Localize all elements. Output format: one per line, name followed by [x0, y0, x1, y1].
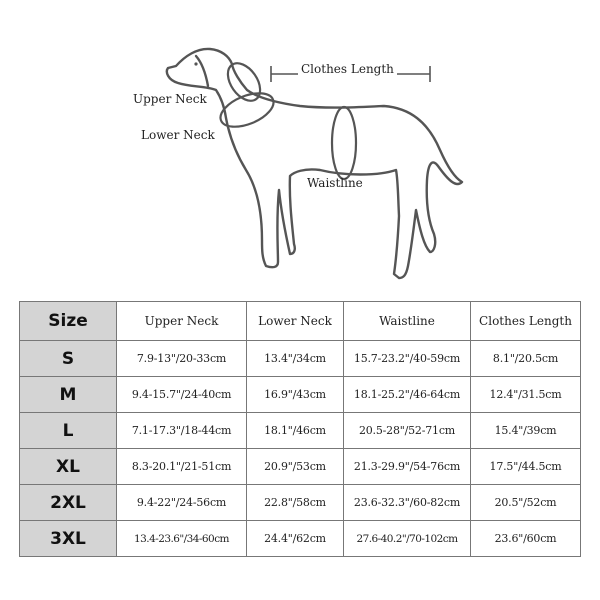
upper-neck-cell: 8.3-20.1"/21-51cm: [117, 449, 247, 485]
clothes-length-cell: 20.5"/52cm: [471, 485, 581, 521]
upper-neck-cell: 7.9-13"/20-33cm: [117, 341, 247, 377]
table-row: [20, 521, 581, 557]
lower-neck-cell: 18.1"/46cm: [247, 413, 344, 449]
lower-neck-cell: 20.9"/53cm: [247, 449, 344, 485]
table-row: [20, 341, 581, 377]
table-header-row: [20, 302, 581, 341]
table-row: [20, 449, 581, 485]
lower-neck-cell: 24.4"/62cm: [247, 521, 344, 557]
waistline-cell: 27.6-40.2"/70-102cm: [344, 521, 471, 557]
size-cell: 3XL: [20, 521, 117, 557]
upper-neck-cell: 13.4-23.6"/34-60cm: [117, 521, 247, 557]
clothes-length-cell: 23.6"/60cm: [471, 521, 581, 557]
size-cell: XL: [20, 449, 117, 485]
dog-eye: [194, 62, 197, 65]
clothes-length-cell: 12.4"/31.5cm: [471, 377, 581, 413]
waistline-cell: 20.5-28"/52-71cm: [344, 413, 471, 449]
lower-neck-cell: 22.8"/58cm: [247, 485, 344, 521]
waistline-cell: 21.3-29.9"/54-76cm: [344, 449, 471, 485]
size-cell: S: [20, 341, 117, 377]
column-header-upper-neck: Upper Neck: [117, 302, 247, 341]
clothes-length-cell: 8.1"/20.5cm: [471, 341, 581, 377]
clothes-length-label: Clothes Length: [298, 62, 397, 76]
dog-outline-illustration: [0, 0, 600, 295]
waistline-cell: 15.7-23.2"/40-59cm: [344, 341, 471, 377]
dog-body-outline: [167, 49, 462, 278]
upper-neck-cell: 9.4-15.7"/24-40cm: [117, 377, 247, 413]
table-row: [20, 485, 581, 521]
upper-neck-cell: 7.1-17.3"/18-44cm: [117, 413, 247, 449]
table-row: [20, 413, 581, 449]
clothes-length-cell: 15.4"/39cm: [471, 413, 581, 449]
size-cell: M: [20, 377, 117, 413]
clothes-length-cell: 17.5"/44.5cm: [471, 449, 581, 485]
column-header-size: Size: [20, 302, 117, 341]
upper-neck-label: Upper Neck: [133, 92, 207, 106]
table-row: [20, 377, 581, 413]
dog-measurement-diagram: [0, 0, 600, 295]
waistline-label: Waistline: [307, 176, 363, 190]
waistline-ring: [332, 107, 356, 179]
column-header-clothes-length: Clothes Length: [471, 302, 581, 341]
waistline-cell: 23.6-32.3"/60-82cm: [344, 485, 471, 521]
lower-neck-cell: 16.9"/43cm: [247, 377, 344, 413]
size-cell: L: [20, 413, 117, 449]
upper-neck-cell: 9.4-22"/24-56cm: [117, 485, 247, 521]
waistline-cell: 18.1-25.2"/46-64cm: [344, 377, 471, 413]
lower-neck-label: Lower Neck: [141, 128, 215, 142]
size-chart-table: [19, 301, 581, 557]
lower-neck-cell: 13.4"/34cm: [247, 341, 344, 377]
column-header-waistline: Waistline: [344, 302, 471, 341]
dog-ear: [196, 56, 208, 86]
size-cell: 2XL: [20, 485, 117, 521]
column-header-lower-neck: Lower Neck: [247, 302, 344, 341]
upper-neck-ring: [221, 57, 266, 106]
